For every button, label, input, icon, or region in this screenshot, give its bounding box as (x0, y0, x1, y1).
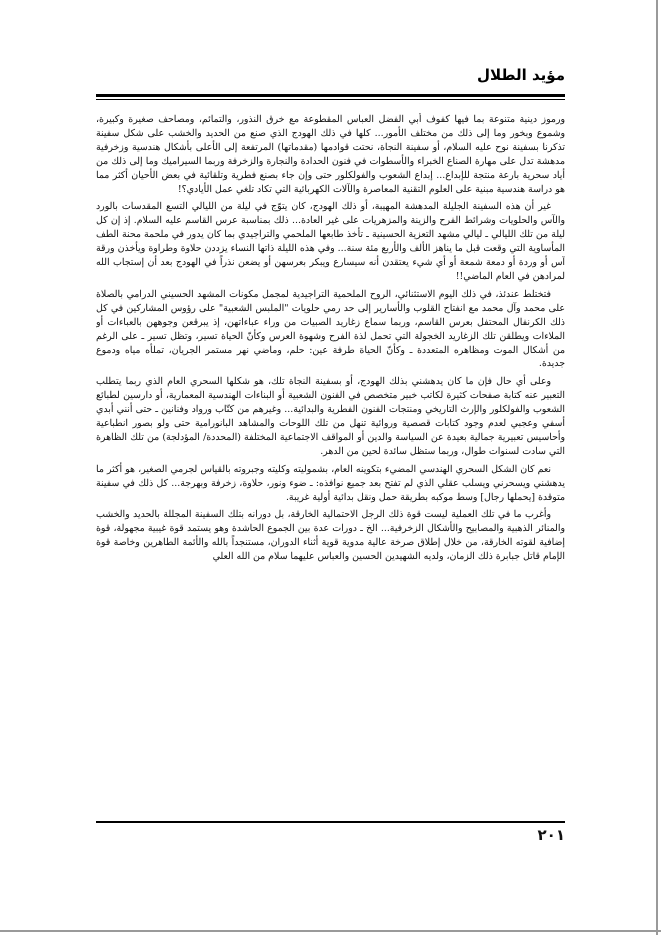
paragraph: وأغرب ما في تلك العملية ليست قوة ذلك الرجل الاحتمالية الخارقة، بل دورانه بتلك السفينة المجللة بالحديد والخشب والمنائر الذهبية والمصابيح والأشكال الزخرفية... الخ ـ دورات عدة بين الجموع الحاشدة وهو يستمد قوة غيبية مجهولة، قوة إضافية لقوته الخارقة، من خلال إطلاق صرخة عالية مدوية قوية أثناء الدوران، مستنجداً بالله والأئمة الطاهرين وخاصة قوة الإمام قاتل جبابرة ذلك الزمان، ولديه الشهيدين الحسين والعباس عليهما سلام من الله العلي (96, 509, 565, 563)
paragraph: نعم كان الشكل السحري الهندسي المضيء بتكوينه العام، بشموليته وكليته وجبروته بالقياس لجرمي الصغير، هو أكثر ما يدهشني ويسحرني ويسلب عقلي الذي لم تفتح بعد جميع نوافذه: ـ ضوء ونور، حلاوة، زخرفة وبهرجة... كل ذلك في سفينة متوقدة [يحملها رجال] وسط موكبه بطريقة حمل ونقل بدائية أولية غريبة. (96, 463, 565, 503)
footer-rule (96, 821, 565, 823)
header-rule-thin (96, 99, 565, 100)
paragraph: فتختلط عندئذ، في ذلك اليوم الاستثنائي، الروح الملحمية التراجيدية لمجمل مكونات المشهد الحسيني الدرامي بالصلاة على محمد وآل محمد مع انفتاح القلوب والأسارير إلى حد رمي حلويات "الملبس الشعبية" على رؤوس المشاركين في كل ذلك الكرنفال المحتفل بعرس القاسم، وربما سماع زغاريد الصبيات من وراء عباءاتهن، إذ يبرقعن وجوههن بالعباءات أو الملاءات ويطلقن تلك الزغاريد الخجولة التي تحمل لذة الفرح وشهوة العرس وكأنّ الحياة تسير، وتظل تسير ـ على الرغم من أشكال الموت ومظاهره المتعددة ـ وكأنّ الحياة طرفة عين: حلم، وماضي نهر مستمر الجريان، تملأه مياه ودموع جديدة. (96, 288, 565, 370)
page-edge-right (656, 0, 658, 935)
paragraph: غير أن هذه السفينة الجليلة المدهشة المهيبة، أو ذلك الهودج، كان يتوّج في ليلة من الليالي التسع المقدسات بالورد والآس والحلويات وشرائط الفرح والزينة والمزهريات على غير العادة... ذلك بمناسبة عرس القاسم عليه السلام. إذ إن كل ليلة من تلك الليالي ـ ليالي مشهد التعزية الحسينية ـ تأخذ طابعها الملحمي والتراجيدي بما كان يدور في ملحمة محنة الطف المأساوية التي وقعت قبل ما يناهز الألف والأربع مئة سنة... وفي هذه الليلة ذاتها النساء يزددن حلاوة وطراوة ويأخذن ورقة آس أو وردة أو دمعة شمعة أو أي شيء يعتقدن أنه سيسارع ويبكر بعرسهن أو يضعن نذراً في الهودج بعد أن إستجاب الله لمرادهن في العام الماضي!! (96, 201, 565, 282)
body-text (96, 113, 565, 818)
paragraph: وعلى أي حال فإن ما كان يدهشني بذلك الهودج، أو بسفينة النجاة تلك، هو شكلها السحري العام الذي ربما يتطلب التعبير عنه كتابة صفحات كثيرة لكاتب خبير متخصص في الفنون الشعبية أو البناءات الهندسية المعمارية، أو دارسين لطبائع الشعوب والفولكلور والإرث التاريخي ومنتجات الفنون الفطرية والبدائية... وغيرهم من كتّاب ورواد وفنانين ـ حتى أنني أبدي أسفي وعجبي لعدم وجود كتابات قصصية وروائية تنهل من تلك اللوحات والمشاهد البانورامية حتى ولو بصور انطباعية وأحاسيس تعبيرية جمالية بعيدة عن السياسة والدين أو المواقف الاجتماعية المختلفة (المحددة/ المؤدلجة) من تلك الظاهرة التي سادت لسنوات طوال، وربما ستظل سائدة لحين من الدهر. (96, 376, 565, 457)
page-edge-bottom (0, 930, 661, 932)
paragraph: ورموز دينية متنوعة بما فيها كفوف أبي الفضل العباس المقطوعة مع خرق النذور، والتمائم، ومصاحف صغيرة وكبيرة، وشموع وبخور وما إلى ذلك من مختلف الأمور... كلها في ذلك الهودج الذي صنع من الحديد والخشب على شكل سفينة تذكرنا بسفينة نوح عليه السلام، أو سفينة النجاة، نحتت قوادمها (مقدماتها) المرتفعة إلى الأعلى بأشكال هندسية وزخرفية مدهشة تدل على مهارة الصناع الخبراء والأسطوات في فنون الحدادة والنجارة والزخرفة وربما السيراميك وما إلى ذلك من أياد سحرية بارعة منتجة للإبداع... إبداع الشعوب والفولكلور حتى وإن جاء بصنع فطرية وتلقائية في بعض الأحيان أكثر مما هو دراسة هندسية مبنية على العلوم التقنية المعاصرة والآلات الكهربائية التي تكاد تلغي عمل الأيادي؟! (96, 114, 565, 195)
running-title: مؤيد الطلال (476, 66, 565, 84)
header-rule (96, 94, 565, 97)
page-number: ٢٠١ (537, 826, 565, 844)
